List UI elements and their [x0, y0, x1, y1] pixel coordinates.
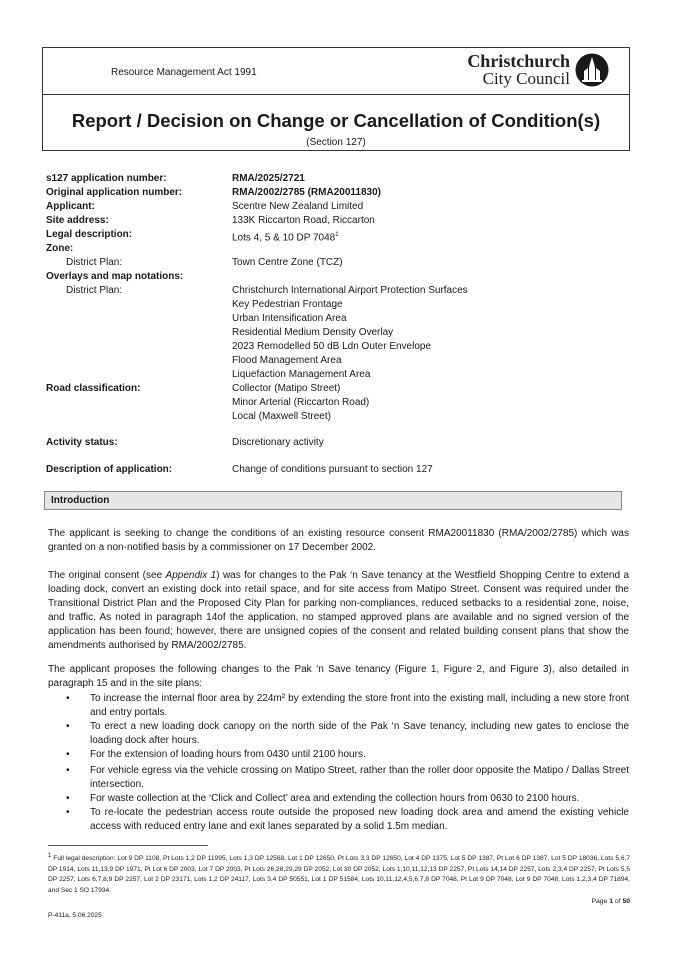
page-label: Page [591, 898, 608, 905]
paragraph-3: The applicant proposes the following changes to the Pak ‘n Save tenancy (Figure 1, Figure 2, and Figure 3), also detailed in paragraph 15 and in the site plans: [48, 664, 629, 689]
footnote-mark: 1 [48, 853, 52, 859]
road-item: Local (Maxwell Street) [232, 411, 331, 422]
footnote [48, 851, 630, 896]
page-number [591, 898, 630, 905]
detail-label: s127 application number: [46, 173, 167, 184]
bullet-symbol: • [66, 693, 70, 704]
document-header [42, 47, 630, 151]
legal-description-text: Lots 4, 5 & 10 DP 7048 [232, 232, 336, 244]
list-item-text: For vehicle egress via the vehicle crossing on Matipo Street, rather than the roller door opposite the Matipo / Dallas Street intersection. [90, 765, 629, 790]
bullet-symbol: • [66, 765, 70, 776]
detail-value: Change of conditions pursuant to section 127 [232, 464, 433, 475]
detail-value [232, 228, 339, 245]
paragraph-2-text-a: The original consent (see [48, 570, 166, 581]
detail-label: Original application number: [46, 187, 183, 198]
detail-label: Applicant: [46, 201, 95, 212]
council-logo [467, 53, 609, 87]
detail-label: Zone: [46, 243, 74, 254]
overlay-item: Urban Intensification Area [232, 313, 347, 324]
list-item-text: For the extension of loading hours from 0430 until 2100 hours. [90, 749, 366, 760]
overlay-item: Christchurch International Airport Protection Surfaces [232, 285, 468, 296]
detail-label: Description of application: [46, 464, 173, 475]
overlay-item: Key Pedestrian Frontage [232, 299, 343, 310]
list-item-text: To increase the internal floor area by 224m² by extending the store front into the existing mall, including a new store front and entry portals. [90, 693, 629, 718]
overlay-item: Liquefaction Management Area [232, 369, 371, 380]
appendix-reference: Appendix 1 [165, 570, 217, 581]
logo-line-1: Christchurch [467, 51, 570, 71]
detail-label: Site address: [46, 215, 109, 226]
detail-value: RMA/2002/2785 (RMA20011830) [232, 187, 381, 198]
detail-label: Legal description: [46, 229, 133, 240]
road-item: Collector (Matipo Street) [232, 383, 341, 394]
logo-line-2: City Council [482, 69, 570, 88]
page-total: 50 [622, 898, 630, 905]
page-title: Report / Decision on Change or Cancellation of Condition(s) [71, 110, 601, 131]
form-code: P-411a, 5.06.2025 [48, 912, 102, 919]
road-item: Minor Arterial (Riccarton Road) [232, 397, 370, 408]
detail-label: District Plan: [66, 257, 123, 268]
overlay-item: 2023 Remodelled 50 dB Ldn Outer Envelope [232, 341, 432, 352]
bullet-symbol: • [66, 793, 70, 804]
bullet-symbol: • [66, 721, 70, 732]
page-current: 1 [609, 898, 613, 905]
section-heading-bar [44, 491, 622, 510]
header-top-band [43, 48, 629, 95]
list-item-text: To re-locate the pedestrian access route outside the proposed new loading dock area and amend the existing vehicle access with reduced entry lane and exit lanes separated by a solid 1.5m median. [90, 807, 629, 832]
detail-label: District Plan: [66, 285, 123, 296]
detail-value: Scentre New Zealand Limited [232, 201, 364, 212]
cathedral-crest-icon [575, 53, 609, 87]
detail-label: Activity status: [46, 437, 118, 448]
detail-value: Discretionary activity [232, 437, 324, 448]
detail-value: 133K Riccarton Road, Riccarton [232, 215, 375, 226]
detail-label: Road classification: [46, 383, 141, 394]
bullet-symbol: • [66, 807, 70, 818]
footnote-divider [48, 845, 208, 846]
detail-value: Town Centre Zone (TCZ) [232, 257, 343, 268]
paragraph-2-text-b: ) was for changes to the Pak ‘n Save tenancy at the Westfield Shopping Centre to extend a loading dock, convert an existing dock into retail space, and for site access from Matipo Street. Consent was required under the Transitional District Plan and the Proposed City Plan for parking non-compliances, reduced setbacks to a residential zone, noise, and traffic. As noted in paragraph 14of the application, no stamped approved plans are available and no signed version of the application has been found; however, there are unsigned copies of the consent and related building consent plans that show the amendments authorised by RMA/2002/2785. [48, 570, 630, 651]
list-item-text: To erect a new loading dock canopy on the north side of the Pak ‘n Save tenancy, including new gates to enclose the loading dock after hours. [90, 721, 629, 746]
footnote-reference: 1 [335, 232, 339, 238]
paragraph-2 [48, 569, 629, 653]
section-heading: Introduction [51, 495, 110, 506]
page-subtitle: (Section 127) [306, 137, 366, 148]
footnote-text: Full legal description: Lot 9 DP 1108, Pt Lots 1,2 DP 11995, Lots 1,3 DP 12568, Lot 1 DP 12650, Pt Lots 3,3 DP 12650, Lot 4 DP 1375, Lot 5 DP 1387, Pt Lot 6 DP 1387, Lot 5 DP 18036, Lots 5,6,7 DP 1914, Lots 11,13,9 DP 1971, Pt Lot 6 DP 2003, Lot 7 DP 2003, Pt Lots 26,28,29,29 DP 2052, Lot 30 DP 2052, Lots 1,10,11,12,13 DP 2257, Pt Lots 14,14 DP 2257, Lots 2,3,4 DP 2257, Pt Lots 5,5 DP 2257, Lots 6,7,8,9 DP 2257, Lot 2 DP 23171, Lots 1,2 DP 24117, Lots 3,4 DP 50551, Lot 1 DP 51584, Lots 10,11,12,4,5,6,7,8 DP 7048, Pt Lot 9 DP 7048, Lot 9 DP 7048, Lots 1,2,3,4 DP 71894, and Sec 1 SO 17934. [48, 855, 630, 894]
list-item-text: For waste collection at the ‘Click and Collect’ area and extending the collection hours from 0630 to 2100 hours. [90, 793, 580, 804]
overlay-item: Residential Medium Density Overlay [232, 327, 394, 338]
overlay-item: Flood Management Area [232, 355, 342, 366]
legislation-label: Resource Management Act 1991 [111, 67, 257, 78]
bullet-symbol: • [66, 749, 70, 760]
paragraph-1: The applicant is seeking to change the conditions of an existing resource consent RMA20011830 (RMA/2002/2785) which was granted on a non-notified basis by a commissioner on 17 December 2002. [48, 528, 629, 553]
page-of: of [614, 898, 621, 905]
detail-value: RMA/2025/2721 [232, 173, 305, 184]
detail-label: Overlays and map notations: [46, 271, 184, 282]
